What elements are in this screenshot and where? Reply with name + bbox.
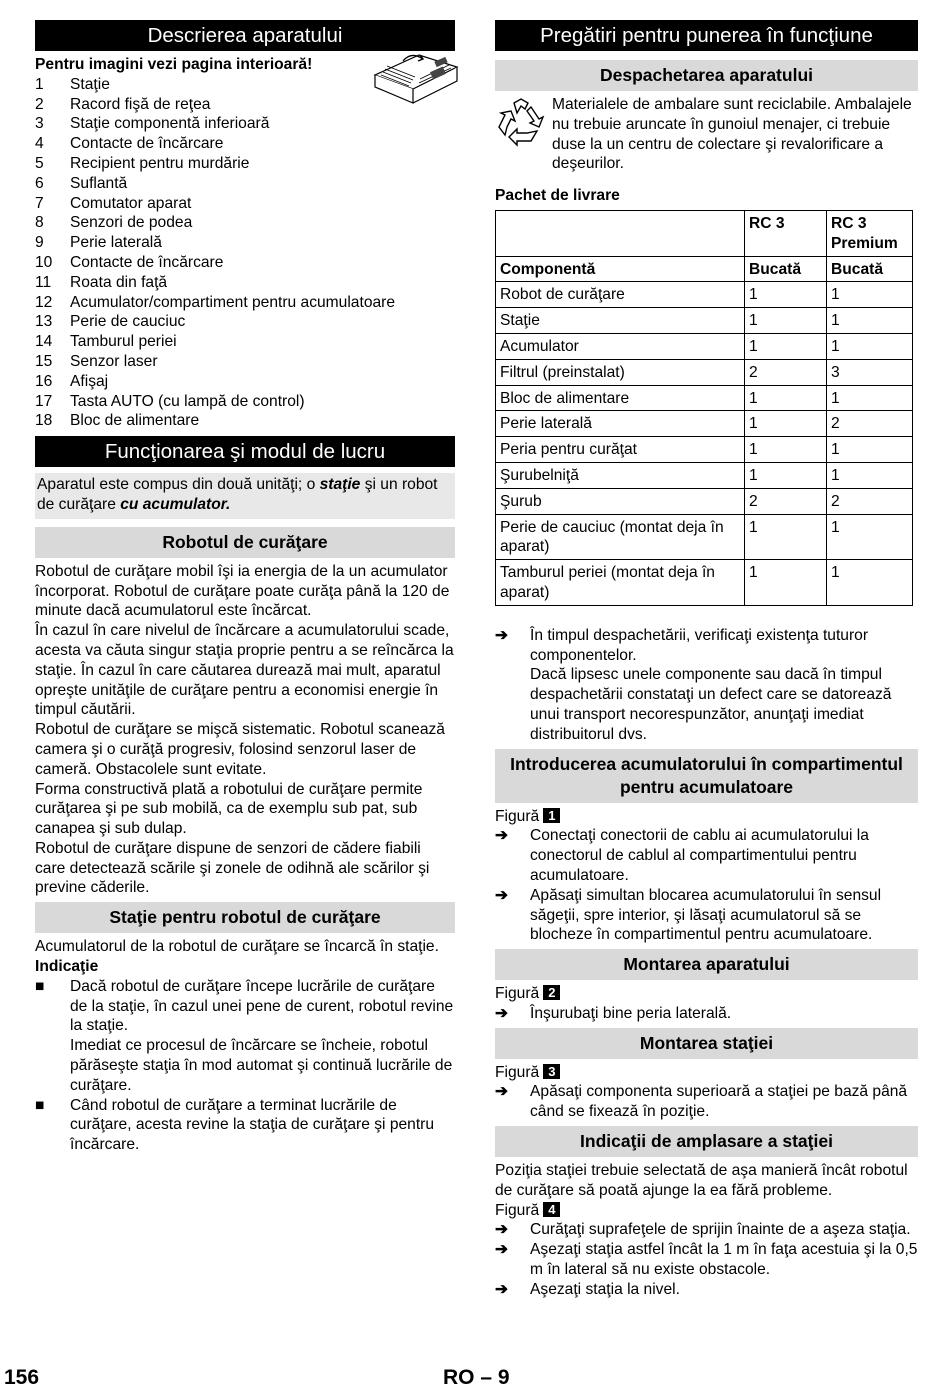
list-item: 7 Comutator aparat <box>35 194 192 212</box>
table-row: Acumulator 1 1 <box>496 333 913 359</box>
list-item: 6 Suflantă <box>35 174 128 192</box>
square-bullet-icon: ■ <box>35 1096 45 1114</box>
left-column <box>35 20 455 1155</box>
right-column <box>495 20 918 1300</box>
arrow-icon: ➔ <box>495 1083 509 1101</box>
heading-pregatiri: Pregătiri pentru punerea în funcţiune <box>495 20 918 51</box>
table-row: Componentă Bucată Bucată <box>496 256 913 282</box>
list-item: 2 Racord fişă de reţea <box>35 95 211 113</box>
table-row: Perie de cauciuc (montat deja în aparat) 1 1 <box>496 514 913 560</box>
arrow-icon: ➔ <box>495 1280 509 1298</box>
list-item: 3 Staţie componentă inferioară <box>35 115 270 133</box>
arrow-icon: ➔ <box>495 1221 509 1239</box>
arrow-icon: ➔ <box>495 626 509 644</box>
figure-ref: Figură 2 <box>495 984 918 1004</box>
list-item: ➔ Înşurubaţi bine peria laterală. <box>495 1004 732 1022</box>
list-item: 4 Contacte de încărcare <box>35 135 224 153</box>
figure-ref: Figură 3 <box>495 1063 918 1083</box>
list-item: 9 Perie laterală <box>35 234 162 252</box>
section-label: RO – 9 <box>443 1366 510 1389</box>
list-item: 18 Bloc de alimentare <box>35 412 200 430</box>
manual-book-icon <box>373 53 459 111</box>
indicatii-para: Poziţia staţiei trebuie selectată de aşa manieră încât robotul de curăţare să poată ajunge la ea fără probleme. <box>495 1162 908 1199</box>
list-item: 11 Roata din faţă <box>35 273 168 291</box>
table-row: Tamburul periei (montat deja în aparat) 1 1 <box>496 560 913 606</box>
list-item: ➔ Apăsaţi simultan blocarea acumulatorului în sensul săgeţii, spre interior, şi lăsaţi acumulatorul să se blocheze în compartimentul pentru acumulatoare. <box>495 886 882 944</box>
recycle-text: Materialele de ambalare sunt reciclabile. Ambalajele nu trebuie aruncate în gunoiul menajer, ci trebuie duse la un centru de colectare şi revalorificare a deşeurilor. <box>552 96 912 173</box>
heading-despachetare: Despachetarea aparatului <box>495 60 918 91</box>
page-number: 156 <box>4 1366 40 1389</box>
table-row: Şurubelniţă 1 1 <box>496 462 913 488</box>
arrow-icon: ➔ <box>495 1241 509 1259</box>
list-item: ■ Când robotul de curăţare a terminat lucrările de curăţare, acesta revine la staţia de curăţare şi pentru încărcare. <box>35 1096 435 1154</box>
heading-statie: Staţie pentru robotul de curăţare <box>35 902 455 933</box>
list-item: ➔ Curăţaţi suprafeţele de sprijin înainte de a aşeza staţia. <box>495 1221 911 1239</box>
statie-para: Acumulatorul de la robotul de curăţare se încarcă în staţie. <box>35 938 439 956</box>
table-row: RC 3 RC 3 Premium <box>496 210 913 256</box>
heading-montare-aparat: Montarea aparatului <box>495 949 918 980</box>
table-row: Staţie 1 1 <box>496 308 913 334</box>
delivery-table <box>495 210 913 606</box>
arrow-icon: ➔ <box>495 827 509 845</box>
list-item: 1 Staţie <box>35 75 110 93</box>
pachet-title: Pachet de livrare <box>495 187 620 205</box>
indicatie-label: Indicaţie <box>35 958 99 976</box>
heading-robot: Robotul de curăţare <box>35 527 455 558</box>
list-item: ➔ Apăsaţi componenta superioară a staţiei pe bază până când se fixează în poziţie. <box>495 1083 908 1121</box>
list-item: 8 Senzori de podea <box>35 214 193 232</box>
square-bullet-icon: ■ <box>35 977 45 995</box>
robot-para: Robotul de curăţare dispune de senzori de cădere fiabili care detectează scările şi zonele de odihnă ale scărilor şi previne căderile. <box>35 839 430 897</box>
table-row: Şurub 2 2 <box>496 488 913 514</box>
heading-montare-statie: Montarea staţiei <box>495 1028 918 1059</box>
robot-para: Robotul de curăţare mobil îşi ia energia de la un acumulator încorporat. Robotul de curăţare poate curăţa până la 120 de minute dacă acumulatorul este încărcat. <box>35 562 450 620</box>
list-item: ■ Dacă robotul de curăţare începe lucrările de curăţare de la staţie, în cazul unei pene de curent, robotul revine la staţie. <box>35 977 454 1035</box>
arrow-icon: ➔ <box>495 886 509 904</box>
list-item: 12 Acumulator/compartiment pentru acumulatoare <box>35 293 396 311</box>
robot-para: Robotul de curăţare se mişcă sistematic. Robotul scanează camera şi o curăţă progresiv, folosind senzorul laser de cameră. Obstacolele sunt evitate. <box>35 721 445 778</box>
list-item: Dacă lipsesc unele componente sau dacă în timpul despachetării constataţi un defect care se datorează unui transport necorespunzător, anunţaţi imediat distribuitorul dvs. <box>530 666 892 743</box>
table-row: Filtrul (preinstalat) 2 3 <box>496 359 913 385</box>
list-item: ➔ Aşezaţi staţia astfel încât la 1 m în faţa acestuia şi la 0,5 m în lateral să nu existe obstacole. <box>495 1241 918 1279</box>
list-item: 16 Afişaj <box>35 372 109 390</box>
list-item: ➔ Aşezaţi staţia la nivel. <box>495 1280 680 1298</box>
arrow-icon: ➔ <box>495 1004 509 1022</box>
units-intro: Aparatul este compus din două unităţi; o staţie şi un robot de curăţare cu acumulator. <box>35 473 455 519</box>
list-item: 17 Tasta AUTO (cu lampă de control) <box>35 392 305 410</box>
list-item: 14 Tamburul periei <box>35 333 177 351</box>
list-item: ➔ Conectaţi conectorii de cablu ai acumulatorului la conectorul de cablul al compartimentului pentru acumulatoare. <box>495 827 869 884</box>
robot-para: În cazul în care nivelul de încărcare a acumulatorului scade, acesta va căuta singur staţia proprie pentru a se reîncărca la staţie. În cazul în care căutarea durează mai mult, aparatul opreşte unităţile de curăţare pentru a economisi energie în timpul căutării. <box>35 622 454 719</box>
list-item: 13 Perie de cauciuc <box>35 313 186 331</box>
intro-text: Pentru imagini vezi pagina interioară! <box>35 56 313 73</box>
heading-introducere: Introducerea acumulatorului în compartimentul pentru acumulatoare <box>495 749 918 803</box>
list-item: 10 Contacte de încărcare <box>35 253 224 271</box>
table-row: Robot de curăţare 1 1 <box>496 282 913 308</box>
figure-ref: Figură 4 <box>495 1201 918 1221</box>
table-row: Bloc de alimentare 1 1 <box>496 385 913 411</box>
heading-functionare: Funcţionarea şi modul de lucru <box>35 436 455 467</box>
parts-list <box>35 75 455 431</box>
list-item: 15 Senzor laser <box>35 352 158 370</box>
list-item: Imediat ce procesul de încărcare se încheie, robotul părăseşte staţia în mod automat şi continuă lucrările de curăţare. <box>70 1037 453 1094</box>
list-item: 5 Recipient pentru murdărie <box>35 154 250 172</box>
list-item: ➔ În timpul despachetării, verificaţi existenţa tuturor componentelor. <box>495 626 869 664</box>
table-row: Peria pentru curăţat 1 1 <box>496 437 913 463</box>
table-row: Perie laterală 1 2 <box>496 411 913 437</box>
figure-ref: Figură 1 <box>495 807 918 827</box>
heading-indicatii: Indicaţii de amplasare a staţiei <box>495 1126 918 1157</box>
recycle-icon <box>495 97 547 147</box>
robot-para: Forma constructivă plată a robotului de curăţare permite curăţarea şi pe sub mobilă, ca de exemplu sub pat, sub canapea şi sub dulap. <box>35 780 423 838</box>
heading-descriere: Descrierea aparatului <box>35 20 455 51</box>
